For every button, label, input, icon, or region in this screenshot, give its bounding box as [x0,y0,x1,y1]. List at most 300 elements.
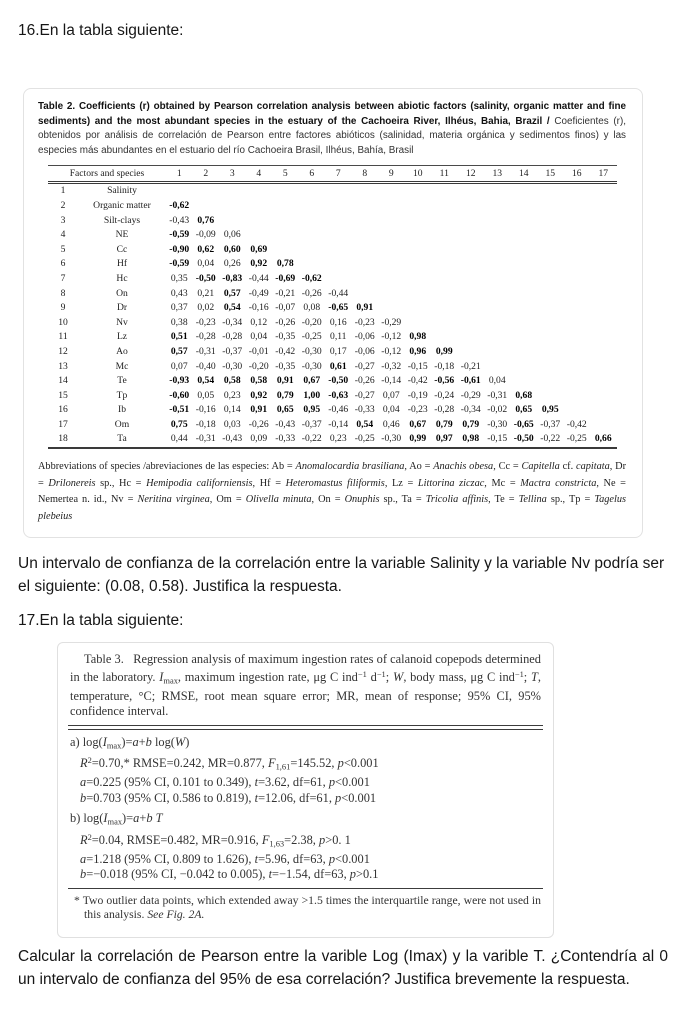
correlation-value [352,243,379,258]
correlation-value [405,199,432,214]
correlation-value: -0,34 [222,316,243,328]
table-row [48,228,617,243]
correlation-value: -0,49 [248,287,269,299]
table-header-row [48,166,617,183]
correlation-value [405,214,432,229]
correlation-value: -0,51 [169,404,190,416]
italic-term: Drilonereis [48,477,96,489]
correlation-value [511,374,538,389]
text-segment: −1 [514,669,524,680]
correlation-value [352,257,379,272]
italic-term: I [102,734,107,749]
correlation-value: -0,30 [222,360,243,372]
italic-term: a [133,811,140,826]
correlation-value [431,199,458,214]
question-16-text: Un intervalo de confianza de la correlación entre la variable Salinity y la variable Nv podría ser el siguiente: (0.08, 0.58). Justifica la respuesta. [18,555,665,595]
correlation-value [537,389,564,404]
correlation-value [564,272,591,287]
row-number: 12 [58,345,68,357]
correlation-value: 0,79 [276,389,294,401]
table-row [48,330,617,345]
correlation-value: 0,91 [356,302,374,314]
table3-footnote [74,894,541,923]
italic-term: p [328,775,336,790]
correlation-value [564,389,591,404]
correlation-value: 0,79 [435,418,453,430]
text-segment: + [139,811,147,826]
row-number: 5 [60,243,66,255]
row-number: 15 [58,389,68,401]
correlation-value: -0,62 [169,199,190,211]
correlation-value [537,214,564,229]
correlation-value [352,287,379,302]
regression-a-equation [70,735,543,754]
text-segment: −1 [376,669,386,680]
correlation-value [378,272,405,287]
correlation-value: -0,34 [460,404,481,416]
correlation-value [511,257,538,272]
correlation-value [564,403,591,418]
correlation-value: -0,31 [195,345,216,357]
species-label: Ib [118,404,126,416]
correlation-value: 0,11 [330,331,347,343]
correlation-value [511,272,538,287]
column-number-header: 11 [431,166,458,183]
row-number: 16 [58,404,68,416]
correlation-value: -0,14 [328,418,349,430]
table-row [48,432,617,448]
correlation-value: 1,00 [303,389,321,401]
italic-term: R [80,833,88,848]
correlation-value [405,316,432,331]
correlation-value: -0,33 [272,432,299,448]
correlation-value [564,316,591,331]
correlation-value [431,287,458,302]
correlation-value [458,330,485,345]
row-number: 8 [60,287,66,299]
italic-term: b [146,811,153,826]
correlation-value: -0,20 [301,316,322,328]
correlation-value: 0,14 [223,404,241,416]
correlation-value [458,257,485,272]
italic-term: t [254,790,259,805]
correlation-value [511,183,538,199]
correlation-value [590,214,617,229]
correlation-value [299,214,326,229]
correlation-value: -0,30 [301,345,322,357]
text-segment: =−0.018 (95% CI, −0.042 to 0.005), [86,867,269,882]
species-label: Salinity [107,185,137,197]
row-number: 4 [60,229,66,241]
text-segment: =5.96, df=63, [258,851,329,866]
regression-a-slope [70,791,543,806]
correlation-value [431,243,458,258]
species-label: Silt-clays [103,214,141,226]
correlation-value [564,257,591,272]
correlation-value [590,316,617,331]
column-number-header: 10 [405,166,432,183]
text-segment: <0.001 [343,756,379,771]
italic-term: I [159,670,164,685]
correlation-value: -0,60 [169,389,190,401]
correlation-value: 0,68 [515,389,533,401]
correlation-value [484,214,511,229]
italic-term: b [80,867,87,882]
correlation-value: -0,27 [354,389,375,401]
correlation-value: -0,63 [328,389,349,401]
correlation-value: 0,07 [382,389,400,401]
correlation-value [405,272,432,287]
column-number-header: 2 [193,166,220,183]
correlation-value: -0,28 [222,331,243,343]
column-number-header: 3 [219,166,246,183]
row-number: 7 [60,272,66,284]
correlation-value: 0,09 [246,432,273,448]
correlation-value [484,316,511,331]
correlation-value [325,257,352,272]
column-number-header: 17 [590,166,617,183]
text-segment: log( [151,734,175,749]
correlation-value [537,228,564,243]
correlation-value: 0,99 [405,432,432,448]
correlation-value: -0,27 [354,360,375,372]
correlation-value: -0,33 [354,404,375,416]
correlation-value: -0,09 [195,229,216,241]
text-segment: , Mc = [484,477,521,489]
table-row [48,389,617,404]
correlation-value [484,287,511,302]
correlation-value: 0,37 [170,302,188,314]
correlation-value: -0,30 [301,360,322,372]
correlation-value [193,183,220,199]
species-label: Ta [78,432,166,448]
correlation-value: 0,79 [462,418,480,430]
correlation-value [458,287,485,302]
italic-term: Anachis obesa [433,461,494,473]
correlation-value [431,183,458,199]
correlation-value: -0,42 [407,375,428,387]
correlation-value: -0,30 [378,432,405,448]
correlation-value: -0,42 [566,418,587,430]
regression-a-stats [70,753,543,775]
correlation-value: -0,65 [513,418,534,430]
correlation-value [246,183,273,199]
correlation-value: 0,67 [409,418,427,430]
text-segment: sp., Ta = [379,494,426,506]
correlation-value [272,199,299,214]
correlation-value [219,199,246,214]
table-row [48,214,617,229]
table3-figure [57,642,554,938]
correlation-value [564,374,591,389]
correlation-value: -0,21 [460,360,481,372]
correlation-value: -0,43 [275,418,296,430]
correlation-value: -0,23 [354,316,375,328]
correlation-value: -0,22 [299,432,326,448]
italic-term: R [80,756,88,771]
correlation-value [431,316,458,331]
correlation-value: -0,83 [222,272,243,284]
italic-term: Littorina ziczac [417,477,485,489]
correlation-value [537,183,564,199]
table-row [48,272,617,287]
correlation-value [246,214,273,229]
correlation-value [590,345,617,360]
correlation-value: -0,15 [407,360,428,372]
correlation-value [431,272,458,287]
text-segment: ; [385,670,393,685]
table3-caption [70,652,541,719]
correlation-value: 0,92 [250,389,268,401]
correlation-value [325,214,352,229]
correlation-value [352,199,379,214]
text-segment: , body mass, μg C ind [403,670,515,685]
correlation-value [537,301,564,316]
correlation-value: 0,92 [250,258,268,270]
correlation-value: 0,54 [223,302,241,314]
table-row [48,418,617,433]
correlation-value [484,272,511,287]
correlation-value [405,287,432,302]
text-segment: , Lz = [384,477,418,489]
correlation-value [352,183,379,199]
correlation-table-wrapper [48,165,642,449]
correlation-value: -0,18 [195,418,216,430]
correlation-value: 0,08 [303,302,321,314]
italic-term: I [103,811,108,826]
correlation-value [590,183,617,199]
text-segment: <0.001 [335,775,370,790]
column-number-header: 12 [458,166,485,183]
column-number-header: 1 [166,166,193,183]
correlation-value [511,360,538,375]
correlation-value [272,228,299,243]
correlation-value: 0,60 [223,243,241,255]
correlation-value: -0,29 [381,316,402,328]
correlation-value [431,301,458,316]
correlation-value [405,183,432,199]
text-segment: =0.04, RMSE=0.482, MR=0.916, [91,833,262,848]
correlation-value [405,301,432,316]
correlation-value: -0,22 [537,432,564,448]
table-row [48,199,617,214]
italic-term: Capitella [521,461,560,473]
correlation-value: 0,23 [223,389,241,401]
italic-term: t [268,867,273,882]
correlation-value: 0,04 [250,331,268,343]
table-row [48,287,617,302]
correlation-value: 0,78 [276,258,294,270]
row-number: 11 [58,331,68,343]
row-number: 10 [58,316,68,328]
text-segment: =12.06, df=61, [258,790,336,805]
column-number-header: 8 [352,166,379,183]
correlation-value [590,272,617,287]
regression-b-equation [70,811,543,830]
text-segment: =−1.54, df=63, [272,867,350,882]
species-label: Te [117,375,127,387]
correlation-value [537,272,564,287]
table3-bottom-rule [68,888,543,889]
correlation-value [458,214,485,229]
correlation-value [431,330,458,345]
correlation-value [272,214,299,229]
italic-term: See Fig. 2A. [147,908,205,922]
italic-term: Heteromastus filiformis [285,477,385,489]
correlation-value: -0,23 [407,404,428,416]
correlation-value: -0,32 [381,360,402,372]
correlation-value [511,199,538,214]
correlation-value: -0,56 [434,375,455,387]
text-segment: =2.38, [284,833,320,848]
species-label: Tp [116,389,128,401]
correlation-value: -0,26 [275,316,296,328]
correlation-value [299,228,326,243]
correlation-value [537,316,564,331]
text-segment: −1 [357,669,367,680]
text-segment: <0.001 [335,851,370,866]
correlation-value [299,243,326,258]
correlation-value: -0,59 [169,258,190,270]
correlation-value: -0,12 [381,331,402,343]
table-row [48,374,617,389]
species-label: Om [114,418,130,430]
table-row [48,183,617,199]
correlation-value [590,389,617,404]
column-number-header: 7 [325,166,352,183]
correlation-value: 0,05 [197,389,215,401]
correlation-value [246,199,273,214]
row-number: 6 [60,258,66,270]
correlation-value: -0,50 [195,272,216,284]
species-label: Organic matter [93,199,151,211]
question-16-heading: 16.En la tabla siguiente: [18,22,184,39]
correlation-value: 0,66 [590,432,617,448]
correlation-value: -0,20 [248,360,269,372]
correlation-value: 0,91 [276,375,294,387]
italic-term: T [155,811,163,826]
text-segment: 1,61 [275,761,291,772]
correlation-value: 0,57 [223,287,241,299]
correlation-value: -0,28 [195,331,216,343]
text-segment: * Two outlier data points, which extended away >1.5 times the interquartile range, were not used in this analysis. [74,893,541,922]
correlation-value: 0,03 [223,418,241,430]
correlation-value: -0,06 [354,345,375,357]
correlation-value: 0,23 [325,432,352,448]
column-number-header: 14 [511,166,538,183]
text-segment: )= [122,811,134,826]
correlation-value: 0,67 [303,375,321,387]
correlation-value [405,243,432,258]
correlation-value [219,183,246,199]
italic-term: Neritina virginea [137,494,210,506]
correlation-value: -0,07 [275,302,296,314]
correlation-value: -0,24 [434,389,455,401]
correlation-value [564,287,591,302]
correlation-value: 0,17 [329,345,347,357]
table2-figure [23,88,643,538]
correlation-value [431,214,458,229]
text-segment: 2 [87,831,92,842]
correlation-value: -0,16 [248,302,269,314]
table-row [48,360,617,375]
italic-term: Tricolia affinis [425,494,489,506]
correlation-value [299,257,326,272]
text-segment: , temperature, °C; RMSE, root mean square error; MR, mean of response; 95% CI, 95% confidence interval. [70,670,542,718]
correlation-value [325,228,352,243]
correlation-value: -0,42 [275,345,296,357]
table-row [48,316,617,331]
correlation-value [325,199,352,214]
species-abbreviations [38,459,626,525]
correlation-value [564,183,591,199]
row-number: 17 [58,418,68,430]
correlation-value [458,316,485,331]
correlation-value [484,301,511,316]
italic-term: p [349,867,356,882]
italic-term: W [174,734,186,749]
text-segment: + [138,734,146,749]
correlation-value: -0,59 [169,229,190,241]
text-segment: , Ne = Nemertea n. id., Nv = [38,477,626,506]
regression-b-slope [70,867,543,882]
correlation-value: -0,43 [169,214,190,226]
italic-term: a [80,851,87,866]
correlation-value: 0,44 [166,432,193,448]
italic-term: t [254,775,259,790]
italic-term: Olivella minuta [245,494,312,506]
correlation-value: 0,65 [515,404,533,416]
correlation-value [537,243,564,258]
correlation-value [537,257,564,272]
correlation-value [590,330,617,345]
italic-term: t [254,851,259,866]
correlation-value: 0,65 [276,404,294,416]
species-label: Hc [116,272,128,284]
correlation-value: -0,37 [222,345,243,357]
correlation-value [431,257,458,272]
correlation-value [378,214,405,229]
column-number-header: 13 [484,166,511,183]
correlation-value [590,403,617,418]
correlation-value: -0,21 [275,287,296,299]
correlation-value [590,287,617,302]
correlation-value: 0,69 [250,243,268,255]
correlation-value [378,199,405,214]
correlation-value: 0,95 [541,404,559,416]
correlation-value [590,243,617,258]
correlation-value [511,345,538,360]
correlation-value [511,287,538,302]
correlation-value: -0,90 [169,243,190,255]
correlation-value: -0,40 [195,360,216,372]
correlation-value: -0,28 [434,404,455,416]
correlation-value [405,228,432,243]
correlation-value: 0,97 [431,432,458,448]
correlation-value: 0,51 [170,331,188,343]
species-label: Lz [116,331,128,343]
correlation-value: 0,12 [250,316,268,328]
correlation-value [378,301,405,316]
table-row [48,403,617,418]
correlation-value: -0,23 [195,316,216,328]
correlation-value [378,183,405,199]
row-number: 13 [58,360,68,372]
correlation-value [325,272,352,287]
correlation-value: -0,37 [301,418,322,430]
correlation-value: -0,61 [460,375,481,387]
italic-term: p [319,833,326,848]
